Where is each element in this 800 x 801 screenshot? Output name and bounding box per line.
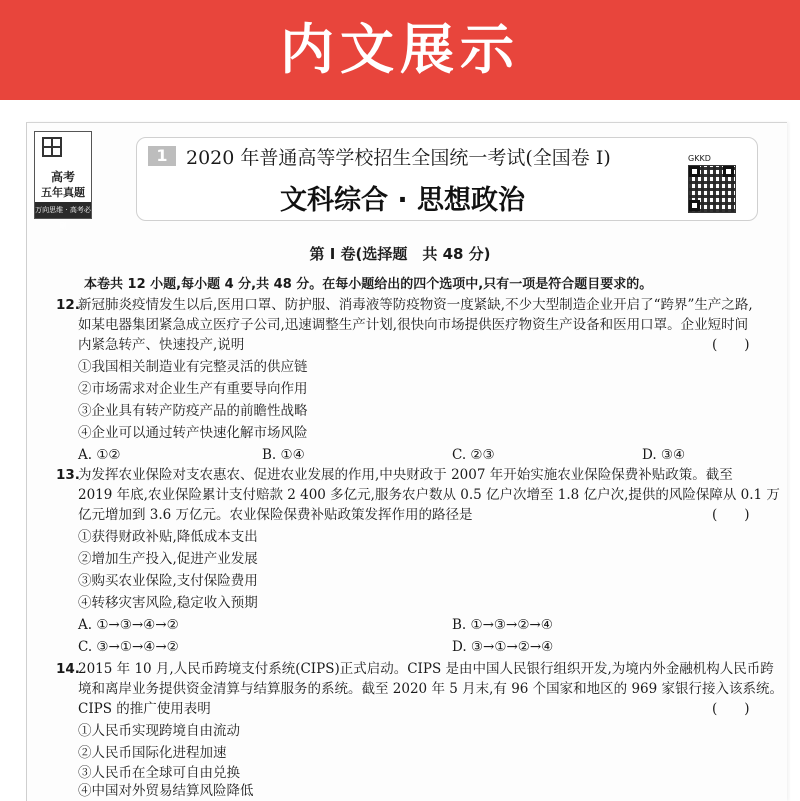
answer-option: C. ②③ (452, 447, 495, 463)
statement-item: ②市场需求对企业生产有重要导向作用 (78, 381, 308, 397)
answer-option: A. ①② (78, 447, 121, 463)
statement-item: ①人民币实现跨境自由流动 (78, 723, 240, 739)
answer-option: B. ①④ (262, 447, 305, 463)
statement-item: ①我国相关制造业有完整灵活的供应链 (78, 359, 308, 375)
qr-finder-icon (689, 166, 700, 177)
statement-item: ③购买农业保险,支付保险费用 (78, 573, 258, 589)
paper-number: 1 (148, 146, 176, 166)
statement-item: ②增加生产投入,促进产业发展 (78, 551, 258, 567)
question-text: 境和离岸业务提供资金清算与结算服务的系统。截至 2020 年 5 月末,有 96 个国家和地区的 969 家银行接入该系统。 (78, 681, 784, 697)
question-text: 新冠肺炎疫情发生以后,医用口罩、防护服、消毒液等防疫物资一度紧缺,不少大型制造企业开启了“跨界”生产之路, (78, 297, 753, 313)
answer-bracket: ( ) (712, 701, 750, 717)
statement-item: ④转移灾害风险,稳定收入预期 (78, 595, 258, 611)
series-badge (34, 131, 92, 230)
answer-option: A. ①→③→④→② (78, 617, 179, 633)
badge-footer: 万向思维 · 高考必刷 (35, 202, 91, 218)
banner-title: 内文展示 (280, 18, 520, 81)
qr-finder-icon (689, 200, 700, 211)
section-title: 第 Ⅰ 卷(选择题 共 48 分) (309, 245, 491, 263)
exam-title: 2020 年普通高等学校招生全国统一考试(全国卷 Ⅰ) (186, 147, 611, 169)
question-text: 如某电器集团紧急成立医疗子公司,迅速调整生产计划,很快向市场提供医疗物资生产设备和医用口罩。企业短时间 (78, 317, 749, 333)
instructions: 本卷共 12 小题,每小题 4 分,共 48 分。在每小题给出的四个选项中,只有一项是符合题目要求的。 (84, 277, 653, 292)
answer-bracket: ( ) (712, 507, 750, 523)
statement-item: ②人民币国际化进程加速 (78, 745, 227, 761)
question-text: 内紧急转产、快速投产,说明 (78, 337, 245, 353)
question-number: 14. (56, 661, 80, 677)
answer-option: D. ③→①→②→④ (452, 639, 554, 655)
statement-item: ③企业具有转产防疫产品的前瞻性战略 (78, 403, 308, 419)
answer-bracket: ( ) (712, 337, 750, 353)
qr-label: GKKD (688, 154, 711, 163)
answer-option: B. ①→③→②→④ (452, 617, 553, 633)
question-number: 13. (56, 467, 80, 483)
question-text: 为发挥农业保险对支农惠农、促进农业发展的作用,中央财政于 2007 年开始实施农业保险保费补贴政策。截至 (78, 467, 733, 483)
statement-item: ③人民币在全球可自由兑换 (78, 765, 240, 781)
badge-line-1: 高考 (50, 170, 75, 184)
grid-logo-icon (42, 137, 62, 157)
statement-item: ④企业可以通过转产快速化解市场风险 (78, 425, 308, 441)
statement-item: ①获得财政补贴,降低成本支出 (78, 529, 258, 545)
answer-option: C. ③→①→④→② (78, 639, 179, 655)
subject-title: 文科综合 · 思想政治 (280, 185, 526, 216)
statement-item: ④中国对外贸易结算风险降低 (78, 783, 254, 799)
question-text: 亿元增加到 3.6 万亿元。农业保险保费补贴政策发挥作用的路径是 (78, 507, 473, 523)
question-text: 2015 年 10 月,人民币跨境支付系统(CIPS)正式启动。CIPS 是由中国人民银行组织开发,为境内外金融机构人民币跨 (78, 661, 774, 677)
answer-option: D. ③④ (642, 447, 686, 463)
question-number: 12. (56, 297, 80, 313)
question-text: CIPS 的推广使用表明 (78, 701, 211, 717)
question-text: 2019 年底,农业保险累计支付赔款 2 400 多亿元,服务农户数从 0.5 亿户次增至 1.8 亿户次,提供的风险保障从 0.1 万 (78, 487, 780, 503)
badge-line-2: 五年真题 (41, 186, 85, 199)
qr-finder-icon (723, 166, 734, 177)
